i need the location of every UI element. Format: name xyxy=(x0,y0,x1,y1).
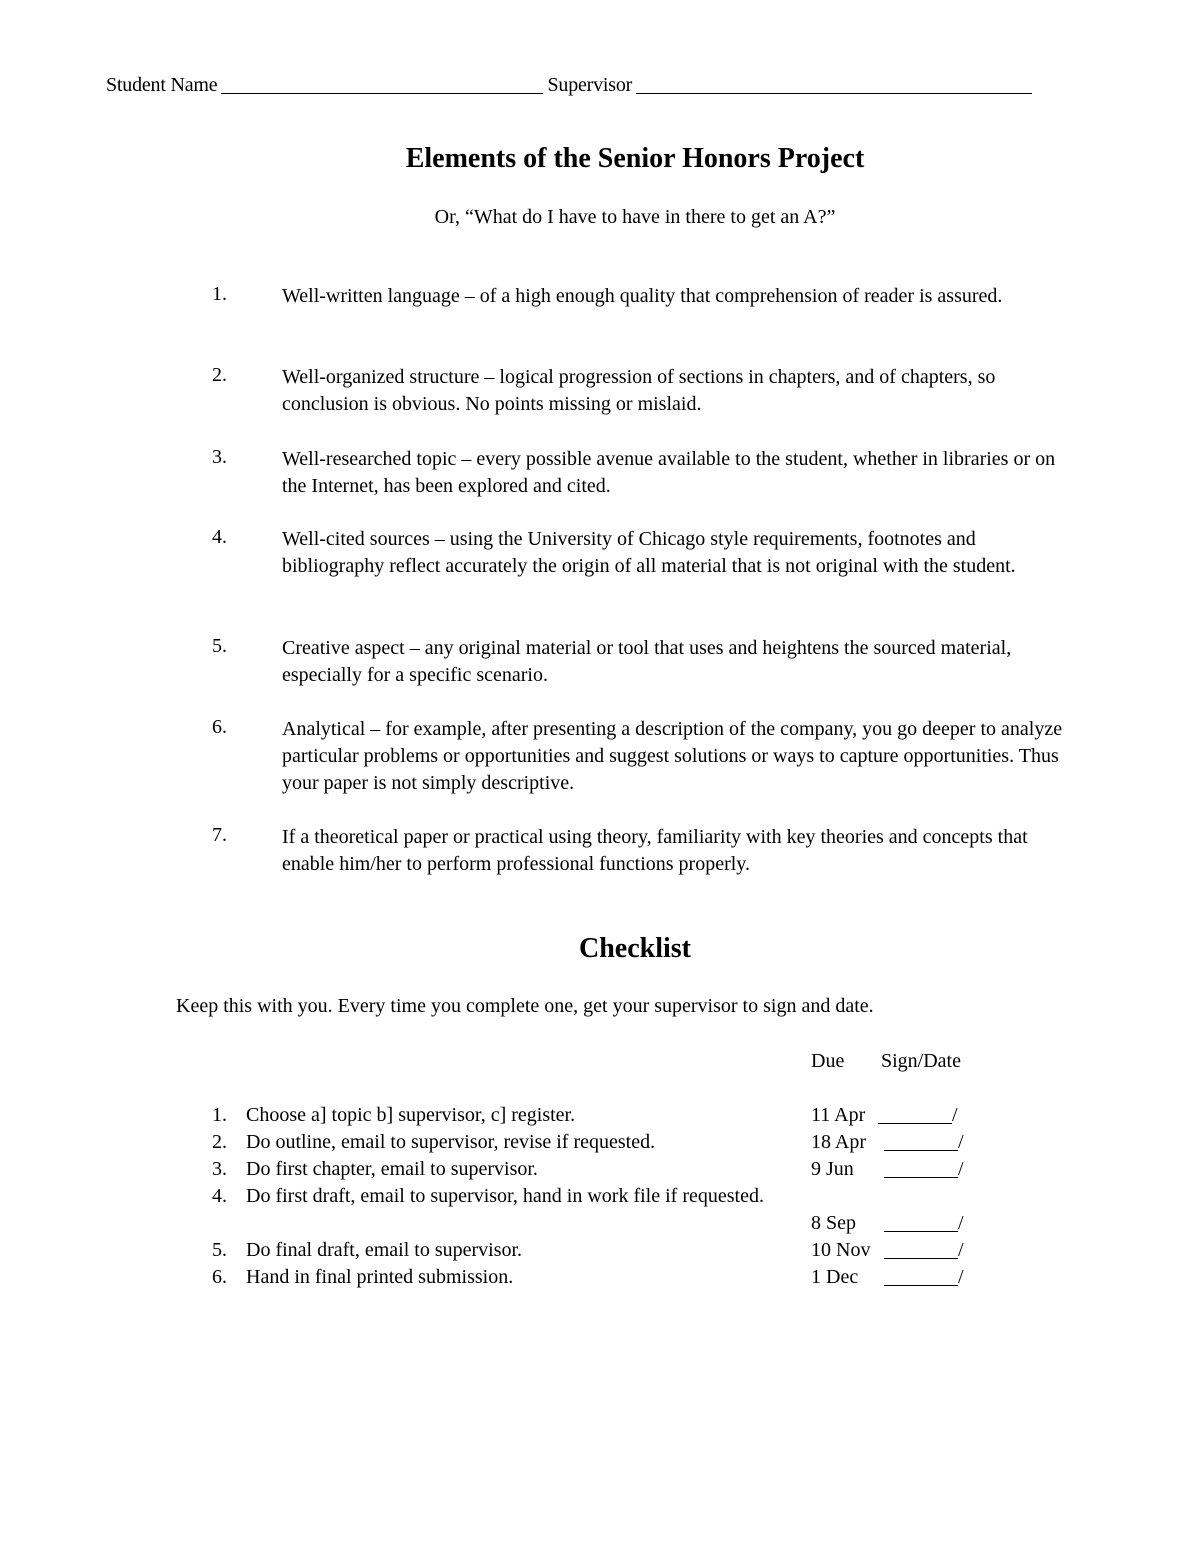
list-item-text: Creative aspect – any original material or tool that uses and heightens the sourced material, especially for a specific scenario. xyxy=(282,637,1012,686)
list-item-text: Well-researched topic – every possible avenue available to the student, whether in libraries or on the Internet, has been explored and cited. xyxy=(282,448,1056,497)
signature-blank xyxy=(884,1267,958,1286)
list-item-number: 6. xyxy=(212,716,227,738)
checklist-row xyxy=(0,1158,1200,1185)
signature-blank xyxy=(884,1159,958,1178)
checklist-row-due: 18 Apr xyxy=(811,1131,866,1153)
date-slash: / xyxy=(952,1104,958,1126)
student-name-blank xyxy=(221,73,543,94)
page-title: Elements of the Senior Honors Project xyxy=(405,143,865,174)
list-item-text: If a theoretical paper or practical using theory, familiarity with key theories and concepts that enable him/her to perform professional functions properly. xyxy=(282,826,1028,875)
checklist-row-task: Do first draft, email to supervisor, hand in work file if requested. xyxy=(246,1185,764,1207)
list-item-number: 5. xyxy=(212,635,227,657)
checklist-row-number: 2. xyxy=(212,1131,227,1153)
checklist-row xyxy=(0,1185,1200,1212)
supervisor-blank xyxy=(636,73,1032,94)
supervisor-label: Supervisor xyxy=(547,74,633,96)
sign-date-field[interactable] xyxy=(884,1266,964,1289)
checklist-row-due: 11 Apr xyxy=(811,1104,866,1126)
checklist-row-continuation xyxy=(0,1212,1200,1239)
checklist-intro: Keep this with you. Every time you complete one, get your supervisor to sign and date. xyxy=(176,995,874,1017)
checklist-row-task: Hand in final printed submission. xyxy=(246,1266,514,1288)
checklist-row-due: 10 Nov xyxy=(811,1239,871,1261)
date-slash: / xyxy=(958,1158,964,1180)
date-slash: / xyxy=(958,1239,964,1261)
student-name-label: Student Name xyxy=(106,74,218,96)
checklist-row-number: 5. xyxy=(212,1239,227,1261)
page-subtitle: Or, “What do I have to have in there to get an A?” xyxy=(434,206,836,228)
date-slash: / xyxy=(958,1266,964,1288)
date-slash: / xyxy=(958,1131,964,1153)
sign-date-field[interactable] xyxy=(884,1158,964,1181)
checklist-row-task: Do first chapter, email to supervisor. xyxy=(246,1158,538,1180)
list-item-number: 4. xyxy=(212,526,227,548)
list-item-number: 1. xyxy=(212,283,227,305)
signature-blank xyxy=(878,1105,952,1124)
signature-blank xyxy=(884,1213,958,1232)
checklist-row-due: 8 Sep xyxy=(811,1212,856,1234)
checklist-row-due: 9 Jun xyxy=(811,1158,854,1180)
list-item-text: Well-written language – of a high enough quality that comprehension of reader is assured. xyxy=(282,285,1003,307)
checklist-row-number: 4. xyxy=(212,1185,227,1207)
list-item-text: Well-cited sources – using the University of Chicago style requirements, footnotes and bibliography reflect accurately the origin of all material that is not original with the student. xyxy=(282,528,1016,577)
checklist-row-number: 1. xyxy=(212,1104,227,1126)
checklist-row-due: 1 Dec xyxy=(811,1266,859,1288)
sign-date-field[interactable] xyxy=(884,1131,964,1154)
sign-date-field[interactable] xyxy=(884,1239,964,1262)
sign-date-column-header: Sign/Date xyxy=(881,1050,961,1072)
list-item-number: 7. xyxy=(212,824,227,846)
checklist-row xyxy=(0,1104,1200,1131)
due-column-header: Due xyxy=(811,1050,845,1072)
header-fields xyxy=(106,73,1036,97)
list-item-text: Analytical – for example, after presenting a description of the company, you go deeper to analyze particular problems or opportunities and suggest solutions or ways to capture opportunities. Thus your paper is not simply descriptive. xyxy=(282,718,1063,794)
checklist-row-task: Do outline, email to supervisor, revise if requested. xyxy=(246,1131,656,1153)
checklist-title: Checklist xyxy=(579,933,691,964)
checklist-row xyxy=(0,1131,1200,1158)
list-item-number: 2. xyxy=(212,364,227,386)
signature-blank xyxy=(884,1240,958,1259)
date-slash: / xyxy=(958,1212,964,1234)
checklist-row xyxy=(0,1239,1200,1266)
sign-date-field[interactable] xyxy=(884,1212,964,1235)
signature-blank xyxy=(884,1132,958,1151)
list-item-number: 3. xyxy=(212,446,227,468)
checklist-row-task: Choose a] topic b] supervisor, c] register. xyxy=(246,1104,576,1126)
checklist-row xyxy=(0,1266,1200,1293)
checklist-row-number: 3. xyxy=(212,1158,227,1180)
sign-date-field[interactable] xyxy=(878,1104,958,1127)
checklist-row-task: Do final draft, email to supervisor. xyxy=(246,1239,523,1261)
checklist-row-number: 6. xyxy=(212,1266,227,1288)
list-item-text: Well-organized structure – logical progression of sections in chapters, and of chapters, so conclusion is obvious. No points missing or mislaid. xyxy=(282,366,996,415)
